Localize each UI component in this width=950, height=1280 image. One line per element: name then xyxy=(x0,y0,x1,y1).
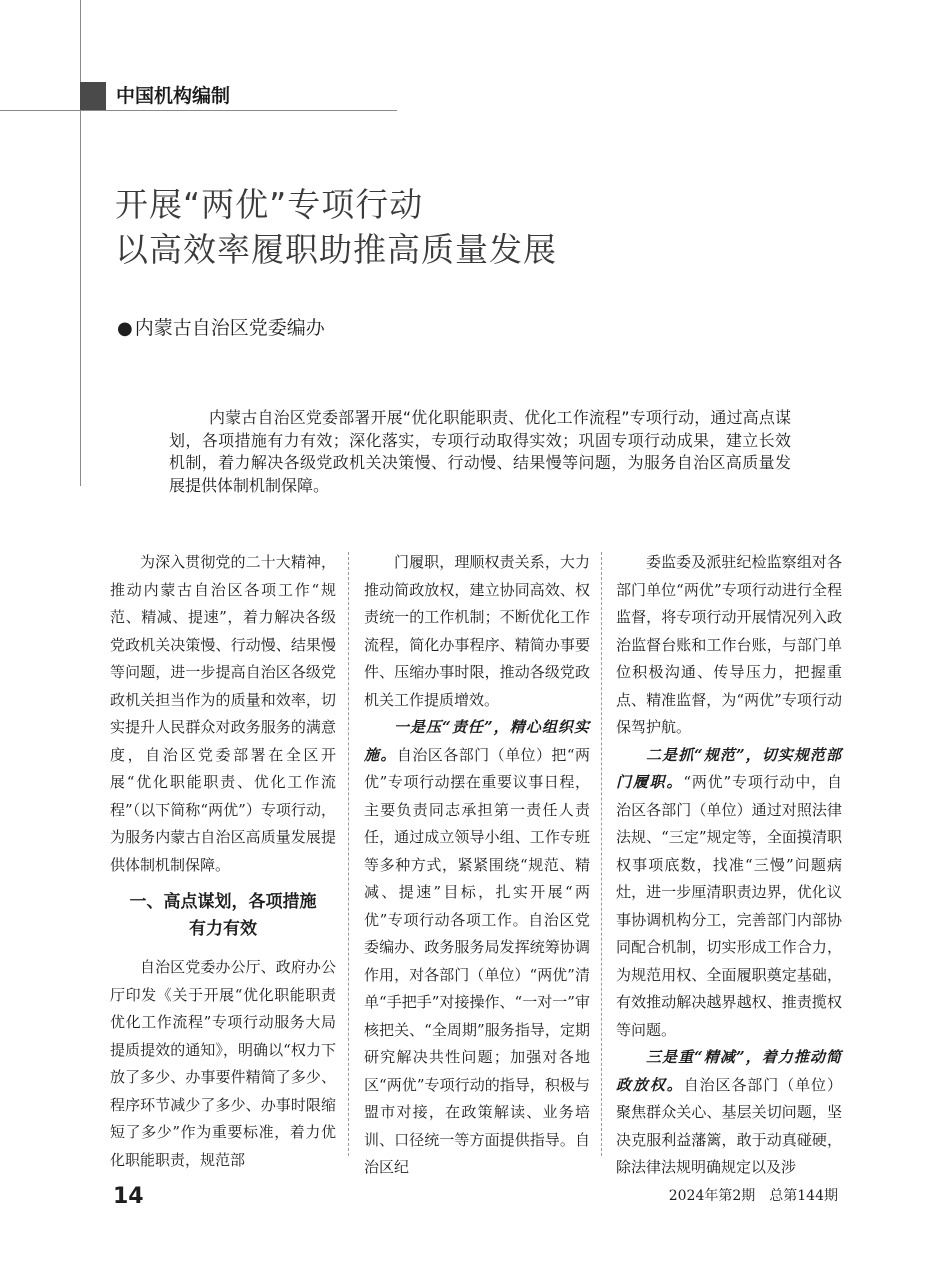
paragraph-point-3 xyxy=(616,1044,842,1182)
point-3-lead: 三是重“精减”，着力推动简政放权。 xyxy=(616,1048,842,1094)
point-3-text: 自治区各部门（单位）聚焦群众关心、基层关切问题，坚决克服利益藩篱，敢于动真碰硬，除法律法规明确规定以及涉 xyxy=(616,1075,842,1176)
article-abstract: 内蒙古自治区党委部署开展“优化职能职责、优化工作流程”专项行动，通过高点谋划，各项措施有力有效；深化落实，专项行动取得实效；巩固专项行动成果，建立长效机制，着力解决各级党政机关决策慢、行动慢、结果慢等问题，为服务自治区高质量发展提供体制机制保障。 xyxy=(169,408,791,495)
point-1-lead: 一是压“责任”，精心组织实施。 xyxy=(364,718,590,764)
point-2-text: “两优”专项行动中，自治区各部门（单位）通过对照法律法规、“三定”规定等，全面摸清职权事项底数，找准“三慢”问题病灶，进一步厘清职责边界，优化议事协调机构分工，完善部门内部协同配合机制，切实形成工作合力，为规范用权、全面履职奠定基础，有效推动解决越界越权、推责揽权等问题。 xyxy=(616,773,842,1039)
author-bullet-icon: ● xyxy=(117,318,133,339)
article-title-line-2: 以高效率履职助推高质量发展 xyxy=(115,230,557,269)
column-divider xyxy=(348,552,349,1156)
author-byline xyxy=(117,315,325,342)
column-divider xyxy=(601,552,602,1156)
body-column-1 xyxy=(110,549,336,1169)
point-2-lead: 二是抓“规范”，切实规范部门履职。 xyxy=(616,745,842,791)
section-heading-1 xyxy=(110,889,336,943)
left-rule-vertical xyxy=(80,0,81,486)
paragraph-intro: 为深入贯彻党的二十大精神，推动内蒙古自治区各项工作“规范、精减、提速”，着力解决各级党政机关决策慢、行动慢、结果慢等问题，进一步提高自治区各级党政机关担当作为的质量和效率，切实提升人民群众对政务服务的满意度，自治区党委部署在全区开展“优化职能职责、优化工作流程”（以下简称“两优”）专项行动，为服务内蒙古自治区高质量发展提供体制机制保障。 xyxy=(110,553,336,874)
paragraph-continuation: 门履职，理顺权责关系，大力推动简政放权，建立协同高效、权责统一的工作机制；不断优化工作流程，简化办事程序、精简办事要件、压缩办事时限，推动各级党政机关工作提质增效。 xyxy=(364,553,590,709)
page-number: 14 xyxy=(113,1184,144,1209)
paragraph-notice: 自治区党委办公厅、政府办公厅印发《关于开展“优化职能职责优化工作流程”专项行动服务大局提质提效的通知》，明确以“权力下放了多少、办事要件精简了多少、程序环节减少了多少、办事时限缩短了多少”作为重要标准，着力优化职能职责，规范部 xyxy=(110,958,336,1169)
point-1-text: 自治区各部门（单位）把“两优”专项行动摆在重要议事日程，主要负责同志承担第一责任人责任，通过成立领导小组、工作专班等多种方式，紧紧围绕“规范、精减、提速”目标，扎实开展“两优”专项行动各项工作。自治区党委编办、政务服务局发挥统筹协调作用，对各部门（单位）“两优”清单“手把手”对接操作、“一对一”审核把关、“全周期”服务指导，定期研究解决共性问题；加强对各地区“两优”专项行动的指导，积极与盟市对接，在政策解读、业务培训、口径统一等方面提供指导。自治区纪 xyxy=(364,745,590,1176)
header-rule xyxy=(0,110,397,111)
section-title: 中国机构编制 xyxy=(116,85,231,107)
header-block-marker xyxy=(80,82,106,110)
section-heading-1-line-2: 有力有效 xyxy=(189,919,257,939)
article-title-line-1: 开展“两优”专项行动 xyxy=(115,185,424,224)
section-heading-1-line-1: 一、高点谋划，各项措施 xyxy=(129,892,317,912)
body-column-2 xyxy=(364,549,590,1176)
paragraph-point-2 xyxy=(616,742,842,1045)
issue-info: 2024年第2期 总第144期 xyxy=(668,1188,838,1204)
paragraph-point-1 xyxy=(364,714,590,1182)
author-name: 内蒙古自治区党委编办 xyxy=(134,317,325,339)
paragraph-supervision: 委监委及派驻纪检监察组对各部门单位“两优”专项行动进行全程监督，将专项行动开展情况列入政治监督台账和工作台账，与部门单位积极沟通、传导压力，把握重点、精准监督，为“两优”专项行动保驾护航。 xyxy=(616,553,842,736)
body-column-3 xyxy=(616,549,842,1176)
